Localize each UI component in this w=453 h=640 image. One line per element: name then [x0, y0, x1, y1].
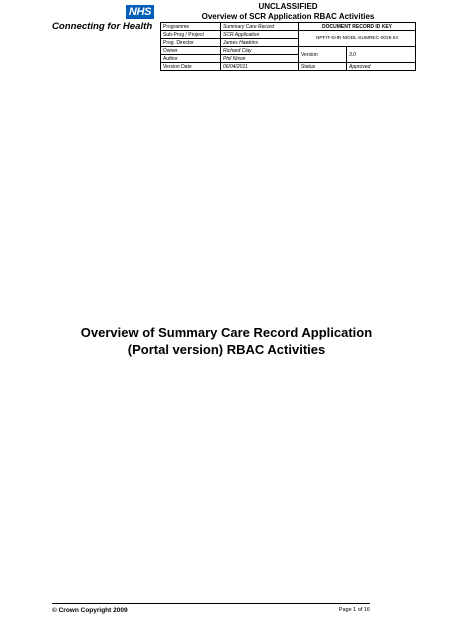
director-value: James Hawkins: [221, 39, 299, 47]
version-value: 3.0: [347, 47, 416, 63]
date-value: 06/04/2011: [221, 63, 299, 71]
document-metadata-table: [160, 22, 416, 71]
table-row: [161, 47, 416, 55]
subprog-label: Sub-Prog / Project: [161, 31, 221, 39]
owner-label: Owner: [161, 47, 221, 55]
version-label: Version: [299, 47, 347, 63]
programme-value: Summary Care Record: [221, 23, 299, 31]
director-label: Prog. Director: [161, 39, 221, 47]
page-number: Page 1 of 16: [338, 607, 370, 613]
document-title: [40, 324, 413, 358]
record-key-label: DOCUMENT RECORD ID KEY: [299, 23, 416, 31]
table-row: [161, 31, 416, 39]
title-line-1: Overview of Summary Care Record Application: [80, 325, 373, 340]
table-row: [161, 63, 416, 71]
logo-text: Connecting for Health: [52, 21, 153, 32]
programme-label: Programme: [161, 23, 221, 31]
header-title: Overview of SCR Application RBAC Activities: [201, 12, 375, 21]
author-value: Phil Nixon: [221, 55, 299, 63]
status-value: Approved: [347, 63, 416, 71]
copyright-text: © Crown Copyright 2009: [52, 607, 128, 614]
author-label: Author: [161, 55, 221, 63]
date-label: Version Date: [161, 63, 221, 71]
nhs-logo: [52, 1, 160, 61]
nhs-badge: NHS: [126, 5, 154, 19]
table-row: [161, 23, 416, 31]
footer-divider: [52, 603, 370, 604]
subprog-value: SCR Application: [221, 31, 299, 39]
title-line-2: (Portal version) RBAC Activities: [127, 342, 326, 357]
owner-value: Richard Clay: [221, 47, 299, 55]
status-label: Status: [299, 63, 347, 71]
classification-label: UNCLASSIFIED: [258, 2, 318, 11]
record-key-value: NPFIT-SHR-MODL-SUMREC-0029.04: [299, 31, 416, 47]
